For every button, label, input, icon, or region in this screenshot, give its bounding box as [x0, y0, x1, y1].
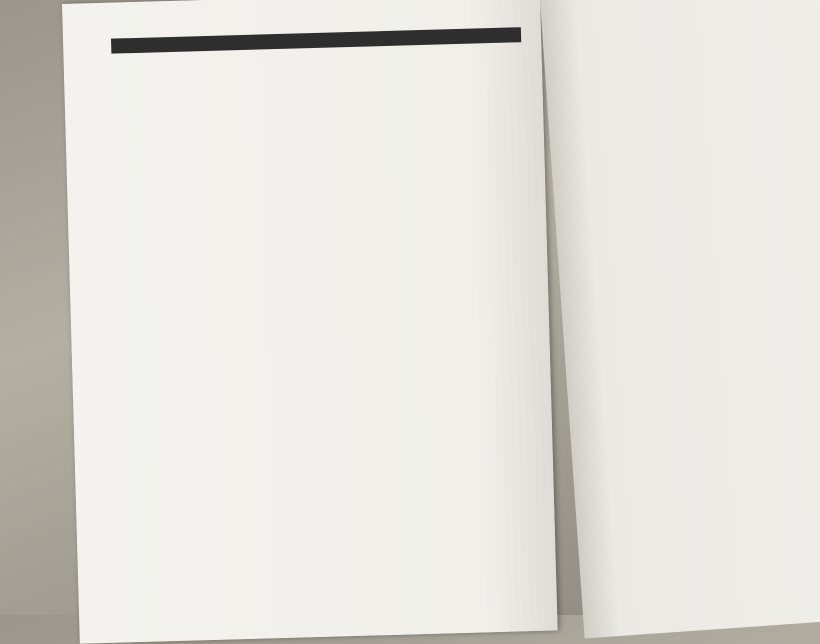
left-page: [62, 0, 558, 644]
page-title: [111, 27, 521, 53]
right-page: [540, 0, 820, 638]
